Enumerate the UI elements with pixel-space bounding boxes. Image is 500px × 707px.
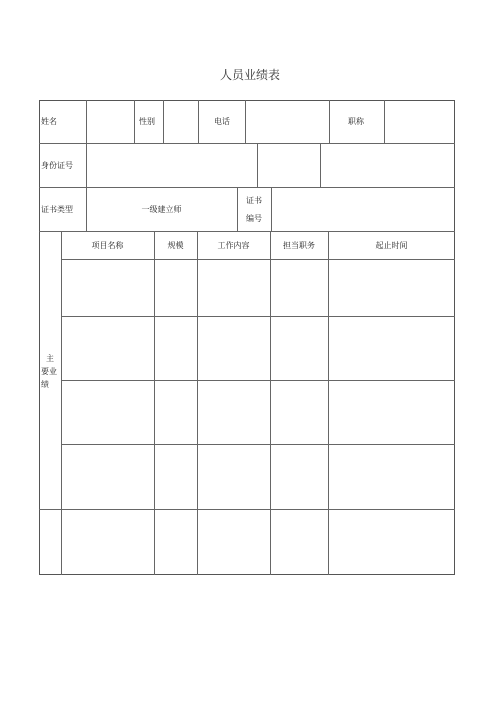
col-header-scale: 规模: [167, 241, 184, 250]
row-divider: [39, 509, 455, 510]
performance-form-table: [39, 100, 455, 575]
col-divider: [257, 143, 258, 187]
col-divider: [86, 143, 87, 187]
col-header-project-name: 项目名称: [91, 241, 124, 250]
row-divider: [61, 316, 455, 317]
col-divider: [320, 143, 321, 187]
col-divider: [198, 100, 199, 143]
gender-label: 性别: [139, 117, 155, 126]
row-divider: [61, 259, 455, 260]
col-divider: [134, 100, 135, 143]
col-divider: [61, 231, 62, 575]
row-divider: [39, 187, 455, 188]
cert-type-value: 一级建立师: [141, 205, 182, 214]
cert-type-label: 证书类型: [41, 205, 73, 214]
col-divider: [271, 187, 272, 231]
main-performance-label-line1: 主: [46, 354, 54, 363]
row-divider: [39, 143, 455, 144]
name-label: 姓名: [41, 117, 57, 126]
job-title-label: 职称: [348, 117, 364, 126]
cert-no-label-line2: 编号: [246, 214, 262, 223]
col-header-period: 起止时间: [375, 241, 408, 250]
col-divider: [384, 100, 385, 143]
row-divider: [61, 380, 455, 381]
main-performance-label-line3: 绩: [41, 380, 49, 389]
col-divider: [329, 100, 330, 143]
col-divider: [270, 231, 271, 575]
row-divider: [39, 231, 455, 232]
id-number-label: 身份证号: [41, 161, 73, 170]
phone-label: 电话: [214, 117, 230, 126]
col-header-work-content: 工作内容: [217, 241, 250, 250]
row-divider: [61, 444, 455, 445]
col-divider: [237, 187, 238, 231]
col-divider: [328, 231, 329, 575]
col-divider: [86, 100, 87, 143]
col-divider: [154, 231, 155, 575]
page-title: 人员业绩表: [219, 68, 280, 82]
col-header-position: 担当职务: [283, 241, 315, 250]
col-divider: [245, 100, 246, 143]
col-divider: [197, 231, 198, 575]
cert-no-label-line1: 证书: [246, 196, 262, 205]
main-performance-label-line2: 要业: [41, 367, 57, 376]
col-divider: [163, 100, 164, 143]
